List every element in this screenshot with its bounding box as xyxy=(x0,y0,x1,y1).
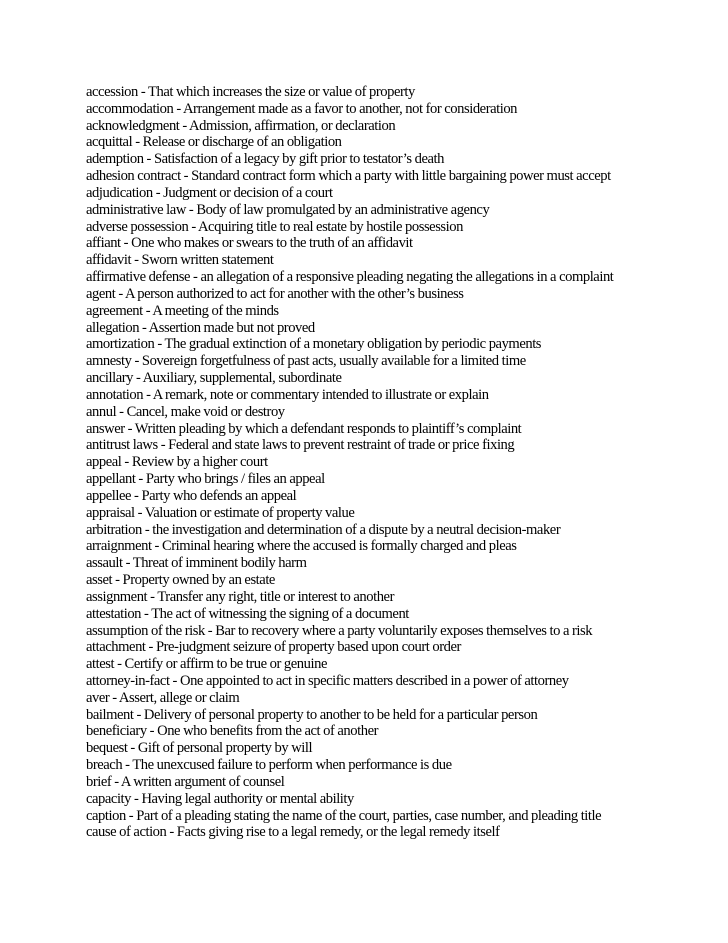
glossary-definition: Valuation or estimate of property value xyxy=(144,504,355,521)
glossary-entry: appeal - Review by a higher court xyxy=(86,454,268,471)
glossary-term: adverse possession xyxy=(86,218,189,235)
glossary-entry: attestation - The act of witnessing the signing of a document xyxy=(86,605,409,622)
glossary-entry: affidavit - Sworn written statement xyxy=(86,252,274,269)
glossary-term: acknowledgment xyxy=(86,117,180,134)
glossary-definition: Criminal hearing where the accused is formally charged and pleas xyxy=(161,538,517,555)
glossary-definition: Party who defends an appeal xyxy=(141,487,297,504)
glossary-definition: A written argument of counsel xyxy=(120,773,285,790)
glossary-entry: bailment - Delivery of personal property to another to be held for a particular person xyxy=(86,706,538,723)
glossary-definition: Threat of imminent bodily harm xyxy=(132,555,307,572)
glossary-entry: affirmative defense - an allegation of a responsive pleading negating the allegations in a complaint xyxy=(86,269,614,286)
glossary-term: appraisal xyxy=(86,504,135,521)
glossary-term: allegation xyxy=(86,319,140,336)
glossary-definition: Assert, allege or claim xyxy=(118,689,240,706)
glossary-entry: annul - Cancel, make void or destroy xyxy=(86,403,285,420)
glossary-entry: agent - A person authorized to act for another with the other’s business xyxy=(86,285,464,302)
glossary-term: administrative law xyxy=(86,201,186,218)
glossary-term: agent xyxy=(86,285,116,302)
glossary-entry: amortization - The gradual extinction of a monetary obligation by periodic payments xyxy=(86,336,542,353)
glossary-entry: agreement - A meeting of the minds xyxy=(86,302,279,319)
glossary-term: appellant xyxy=(86,471,136,488)
glossary-term: beneficiary xyxy=(86,723,147,740)
glossary-definition: One who makes or swears to the truth of an affidavit xyxy=(131,235,413,252)
glossary-definition: Auxiliary, supplemental, subordinate xyxy=(142,370,342,387)
glossary-term: accommodation xyxy=(86,100,174,117)
glossary-term: attachment xyxy=(86,639,146,656)
glossary-entry: assault - Threat of imminent bodily harm xyxy=(86,555,307,572)
glossary-entry: appellee - Party who defends an appeal xyxy=(86,487,297,504)
glossary-term: caption xyxy=(86,807,126,824)
glossary-term: breach xyxy=(86,757,123,774)
glossary-term: appeal xyxy=(86,454,122,471)
glossary-term: annul xyxy=(86,403,117,420)
glossary-entry: annotation - A remark, note or commentary intended to illustrate or explain xyxy=(86,386,489,403)
glossary-term: cause of action xyxy=(86,824,167,841)
glossary-definition: A meeting of the minds xyxy=(152,302,279,319)
glossary-entry: acquittal - Release or discharge of an obligation xyxy=(86,134,342,151)
glossary-definition: Admission, affirmation, or declaration xyxy=(189,117,396,134)
glossary-term: aver xyxy=(86,689,110,706)
glossary-definition: Standard contract form which a party with little bargaining power must accept xyxy=(191,168,611,185)
glossary-entry: adverse possession - Acquiring title to real estate by hostile possession xyxy=(86,218,463,235)
glossary-entry: acknowledgment - Admission, affirmation, or declaration xyxy=(86,117,396,134)
glossary-term: amortization xyxy=(86,336,155,353)
glossary-term: ademption xyxy=(86,151,144,168)
glossary-term: attestation xyxy=(86,605,142,622)
glossary-definition: Satisfaction of a legacy by gift prior to testator’s death xyxy=(153,151,444,168)
glossary-term: answer xyxy=(86,420,125,437)
glossary-term: agreement xyxy=(86,302,143,319)
glossary-term: adjudication xyxy=(86,184,156,201)
glossary-definition: Property owned by an estate xyxy=(122,572,275,589)
glossary-definition: The act of witnessing the signing of a document xyxy=(151,605,409,622)
glossary-entry: answer - Written pleading by which a defendant responds to plaintiff’s complaint xyxy=(86,420,522,437)
glossary-definition: A remark, note or commentary intended to illustrate or explain xyxy=(152,386,489,403)
glossary-term: appellee xyxy=(86,487,132,504)
glossary-definition: A person authorized to act for another with the other’s business xyxy=(124,285,464,302)
glossary-term: antitrust laws xyxy=(86,437,158,454)
glossary-definition: Bar to recovery where a party voluntarily exposes themselves to a risk xyxy=(215,622,593,639)
glossary-entry: aver - Assert, allege or claim xyxy=(86,689,240,706)
glossary-definition: One appointed to act in specific matters described in a power of attorney xyxy=(179,672,569,689)
glossary-definition: Arrangement made as a favor to another, not for consideration xyxy=(182,100,518,117)
glossary-entry: appellant - Party who brings / files an appeal xyxy=(86,471,325,488)
glossary-definition: Release or discharge of an obligation xyxy=(142,134,342,151)
glossary-entry: ademption - Satisfaction of a legacy by gift prior to testator’s death xyxy=(86,151,444,168)
glossary-term: arbitration xyxy=(86,521,142,538)
glossary-entry: affiant - One who makes or swears to the truth of an affidavit xyxy=(86,235,413,252)
glossary-definition: Gift of personal property by will xyxy=(137,740,313,757)
glossary-entry: brief - A written argument of counsel xyxy=(86,773,285,790)
glossary-definition: Certify or affirm to be true or genuine xyxy=(124,656,327,673)
glossary-entry: allegation - Assertion made but not proved xyxy=(86,319,315,336)
glossary-entry: beneficiary - One who benefits from the act of another xyxy=(86,723,379,740)
glossary-entry: asset - Property owned by an estate xyxy=(86,572,275,589)
glossary-definition: Sovereign forgetfulness of past acts, usually available for a limited time xyxy=(141,353,526,370)
glossary-entry: attest - Certify or affirm to be true or genuine xyxy=(86,656,327,673)
glossary-entry: arbitration - the investigation and determination of a dispute by a neutral decision-maker xyxy=(86,521,561,538)
glossary-term: brief xyxy=(86,773,112,790)
glossary-entry: breach - The unexcused failure to perform when performance is due xyxy=(86,757,452,774)
glossary-definition: Review by a higher court xyxy=(131,454,268,471)
glossary-entry: adjudication - Judgment or decision of a court xyxy=(86,184,333,201)
glossary-entry: accession - That which increases the size or value of property xyxy=(86,84,415,100)
glossary-term: affidavit xyxy=(86,252,132,269)
glossary-entry: capacity - Having legal authority or mental ability xyxy=(86,790,354,807)
glossary-definition: The gradual extinction of a monetary obligation by periodic payments xyxy=(164,336,542,353)
glossary-definition: an allegation of a responsive pleading negating the allegations in a complaint xyxy=(200,269,614,286)
glossary-definition: Facts giving rise to a legal remedy, or the legal remedy itself xyxy=(176,824,500,841)
glossary-term: arraignment xyxy=(86,538,152,555)
glossary-definition: Acquiring title to real estate by hostile possession xyxy=(197,218,463,235)
glossary-entry: appraisal - Valuation or estimate of property value xyxy=(86,504,355,521)
glossary-definition: The unexcused failure to perform when performance is due xyxy=(132,757,452,774)
glossary-term: amnesty xyxy=(86,353,132,370)
glossary-definition: Party who brings / files an appeal xyxy=(145,471,325,488)
glossary-definition: Written pleading by which a defendant responds to plaintiff’s complaint xyxy=(134,420,522,437)
glossary-term: bequest xyxy=(86,740,128,757)
glossary-definition: Sworn written statement xyxy=(141,252,274,269)
glossary-entry: adhesion contract - Standard contract form which a party with little bargaining power must accept xyxy=(86,168,611,185)
glossary-definition: Judgment or decision of a court xyxy=(163,184,333,201)
glossary-term: attorney-in-fact xyxy=(86,672,170,689)
glossary-entry: cause of action - Facts giving rise to a legal remedy, or the legal remedy itself xyxy=(86,824,500,841)
glossary-term: adhesion contract xyxy=(86,168,181,185)
glossary-definition: Transfer any right, title or interest to another xyxy=(157,588,394,605)
glossary-entry: bequest - Gift of personal property by will xyxy=(86,740,313,757)
glossary-entry: caption - Part of a pleading stating the name of the court, parties, case number, and pleading title xyxy=(86,807,602,824)
glossary-term: assumption of the risk xyxy=(86,622,205,639)
glossary-entry: ancillary - Auxiliary, supplemental, subordinate xyxy=(86,370,342,387)
glossary-definition: Body of law promulgated by an administrative agency xyxy=(196,201,490,218)
glossary-entry: amnesty - Sovereign forgetfulness of past acts, usually available for a limited time xyxy=(86,353,526,370)
glossary-term: assault xyxy=(86,555,123,572)
glossary-list xyxy=(86,84,722,841)
glossary-term: affiant xyxy=(86,235,121,252)
glossary-term: affirmative defense xyxy=(86,269,191,286)
glossary-entry: assumption of the risk - Bar to recovery where a party voluntarily exposes themselves to a risk xyxy=(86,622,593,639)
glossary-term: capacity xyxy=(86,790,132,807)
glossary-entry: antitrust laws - Federal and state laws to prevent restraint of trade or price fixing xyxy=(86,437,515,454)
glossary-entry: attachment - Pre-judgment seizure of property based upon court order xyxy=(86,639,461,656)
glossary-definition: Part of a pleading stating the name of the court, parties, case number, and pleading title xyxy=(136,807,602,824)
glossary-entry: attorney-in-fact - One appointed to act in specific matters described in a power of attorney xyxy=(86,672,569,689)
glossary-term: assignment xyxy=(86,588,148,605)
glossary-definition: Federal and state laws to prevent restraint of trade or price fixing xyxy=(168,437,515,454)
glossary-definition: Pre-judgment seizure of property based upon court order xyxy=(155,639,461,656)
glossary-definition: Having legal authority or mental ability xyxy=(141,790,354,807)
glossary-definition: Delivery of personal property to another to be held for a particular person xyxy=(143,706,538,723)
glossary-term: attest xyxy=(86,656,115,673)
glossary-term: annotation xyxy=(86,386,144,403)
glossary-term: acquittal xyxy=(86,134,133,151)
glossary-term: ancillary xyxy=(86,370,133,387)
glossary-term: accession xyxy=(86,84,138,100)
glossary-term: asset xyxy=(86,572,113,589)
glossary-entry: accommodation - Arrangement made as a favor to another, not for consideration xyxy=(86,100,518,117)
glossary-entry: assignment - Transfer any right, title or interest to another xyxy=(86,588,394,605)
glossary-entry: administrative law - Body of law promulgated by an administrative agency xyxy=(86,201,490,218)
glossary-entry: arraignment - Criminal hearing where the accused is formally charged and pleas xyxy=(86,538,517,555)
glossary-definition: the investigation and determination of a dispute by a neutral decision-maker xyxy=(152,521,561,538)
glossary-term: bailment xyxy=(86,706,134,723)
glossary-definition: That which increases the size or value of property xyxy=(148,84,415,100)
glossary-definition: Cancel, make void or destroy xyxy=(126,403,285,420)
glossary-definition: Assertion made but not proved xyxy=(148,319,315,336)
glossary-definition: One who benefits from the act of another xyxy=(157,723,379,740)
